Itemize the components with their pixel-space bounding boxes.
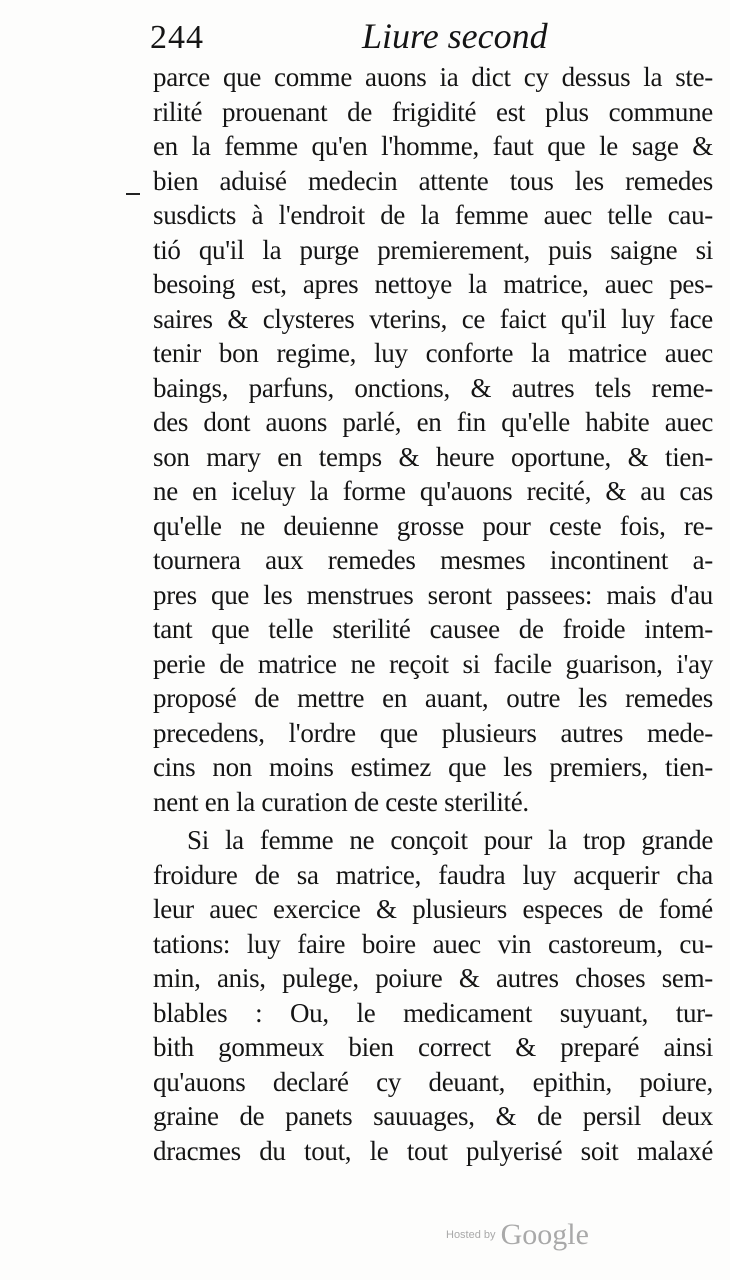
text-line: froidure de sa matrice, faudra luy acquerir cha <box>153 859 713 890</box>
text-line: graine de panets sauuages, & de persil deux <box>153 1101 713 1131</box>
watermark-brand: Google <box>500 1218 589 1251</box>
text-line: leur auec exercice & plusieurs especes de fomé <box>153 894 713 924</box>
text-line: tenir bon regime, luy conforte la matrice auec <box>153 338 713 368</box>
page-number: 244 <box>150 19 204 56</box>
watermark-hosted-by: Hosted by <box>446 1229 496 1241</box>
text-line: proposé de mettre en auant, outre les remedes <box>153 683 713 713</box>
text-line: son mary en temps & heure oportune, & tien- <box>153 441 713 472</box>
text-line: bith gommeux bien correct & preparé ainsi <box>153 1032 713 1062</box>
text-line: parce que comme auons ia dict cy dessus la ste- <box>153 62 713 92</box>
text-line: ne en iceluy la forme qu'auons recité, & au cas <box>153 476 713 506</box>
margin-mark <box>126 193 140 195</box>
text-line: perie de matrice ne reçoit si facile guarison, i'ay <box>153 648 713 679</box>
text-line: blables : Ou, le medicament suyuant, tur- <box>153 997 713 1028</box>
text-line: min, anis, pulege, poiure & autres choses sem- <box>153 963 713 993</box>
text-line: des dont auons parlé, en fin qu'elle habite auec <box>153 407 713 437</box>
text-line: saires & clysteres vterins, ce faict qu'il luy face <box>153 303 713 334</box>
text-line: pres que les menstrues seront passees: mais d'au <box>153 579 713 610</box>
body-text <box>153 60 713 1168</box>
text-line: tournera aux remedes mesmes incontinent a- <box>153 545 713 575</box>
text-line: tió qu'il la purge premierement, puis saigne si <box>153 234 713 265</box>
text-line: dracmes du tout, le tout pulуerisé soit malaxé <box>153 1135 713 1166</box>
text-line: bien aduisé medecin attente tous les remedes <box>153 165 713 196</box>
text-line: susdicts à l'endroit de la femme auec telle cau- <box>153 200 713 230</box>
running-head: Liure second <box>362 16 548 56</box>
text-line: en la femme qu'en l'homme, faut que le sage & <box>153 131 713 161</box>
text-line: qu'auons declaré cy deuant, epithin, poiure, <box>153 1066 713 1097</box>
text-line: tations: luy faire boire auec vin castoreum, cu- <box>153 928 713 959</box>
text-line: cins non moins estimez que les premiers, tien- <box>153 752 713 782</box>
paragraph-start-line: Si la femme ne conçoit pour la trop grande <box>187 825 713 855</box>
text-line: qu'elle ne deuienne grosse pour ceste fois, re- <box>153 510 713 541</box>
text-line: baings, parfuns, onctions, & autres tels reme- <box>153 372 713 403</box>
text-line: precedens, l'ordre que plusieurs autres mede- <box>153 717 713 748</box>
text-line: tant que telle sterilité causee de froide intem- <box>153 614 713 644</box>
text-line: besoing est, apres nettoye la matrice, auec pes- <box>153 269 713 299</box>
google-watermark <box>446 1218 589 1252</box>
text-line: rilité prouenant de frigidité est plus commune <box>153 96 713 127</box>
text-line: nent en la curation de ceste sterilité. <box>153 786 529 817</box>
